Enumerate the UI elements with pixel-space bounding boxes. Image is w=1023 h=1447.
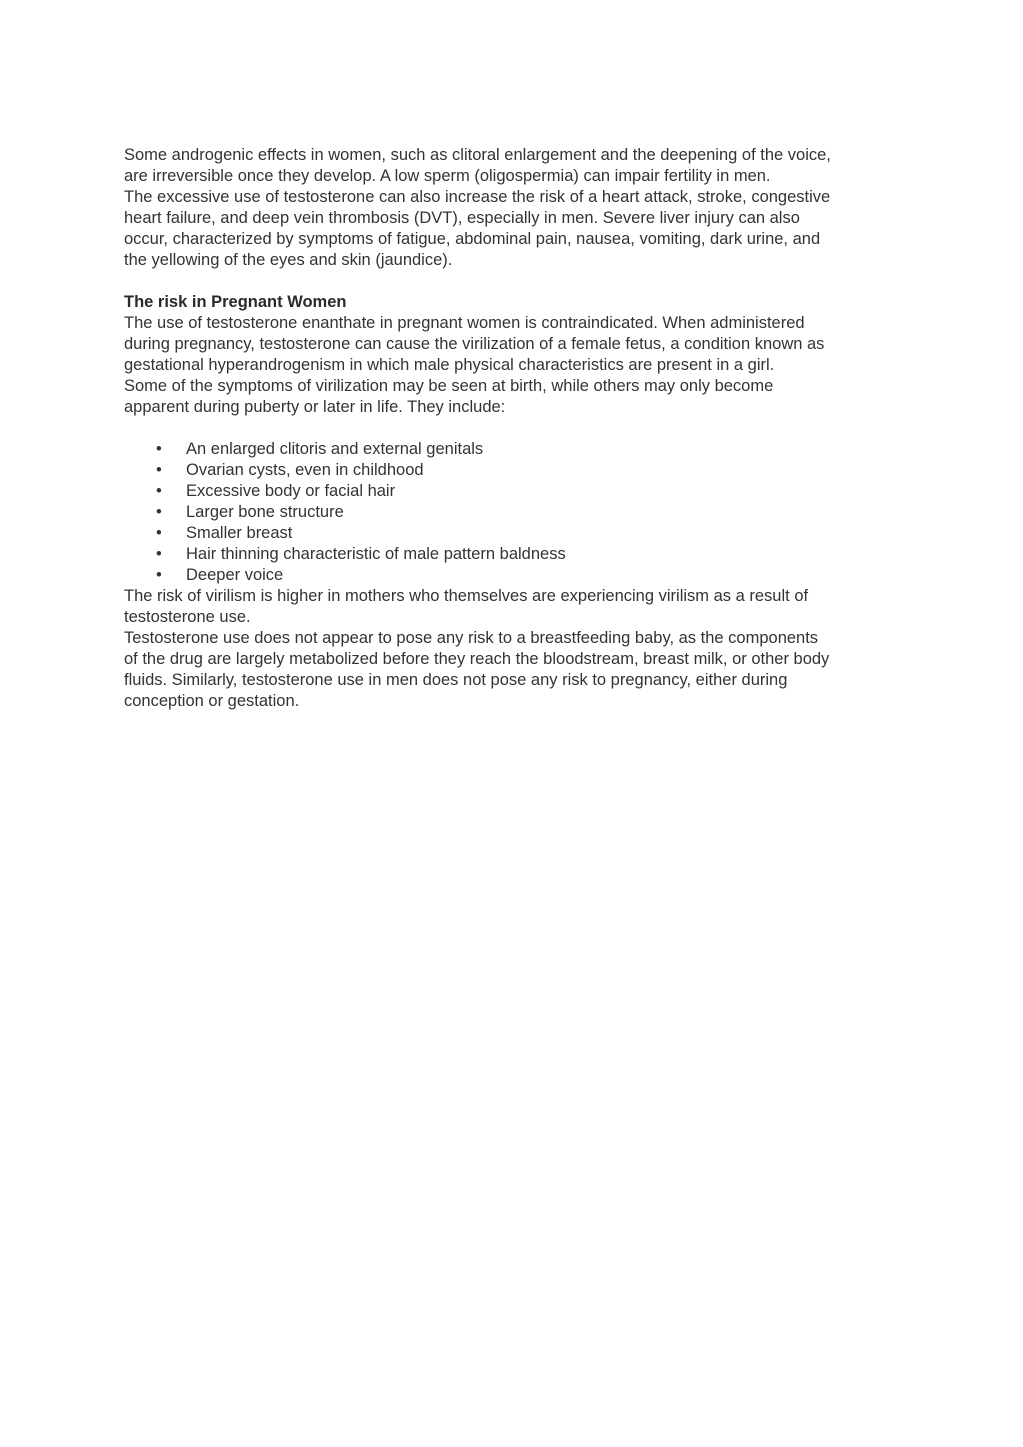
bullet-icon: • <box>156 524 162 542</box>
list-item <box>124 544 914 565</box>
section-heading: The risk in Pregnant Women <box>124 293 347 311</box>
list-item <box>124 481 914 502</box>
list-item <box>124 502 914 523</box>
bullet-icon: • <box>156 566 162 584</box>
list-item-text: Ovarian cysts, even in childhood <box>186 461 424 479</box>
bullet-icon: • <box>156 503 162 521</box>
intro-paragraph: Some androgenic effects in women, such as clitoral enlargement and the deepening of the voice, are irreversible once they develop. A low sperm (oligospermia) can impair fertility in men. The excessive use of testosterone can also increase the risk of a heart attack, stroke, congestive heart failure, and deep vein thrombosis (DVT), especially in men. Severe liver injury can also occur, characterized by symptoms of fatigue, abdominal pain, nausea, vomiting, dark urine, and the yellowing of the eyes and skin (jaundice). <box>124 146 831 269</box>
list-item <box>124 565 914 586</box>
list-item-text: Deeper voice <box>186 566 284 584</box>
list-item-text: Larger bone structure <box>186 503 344 521</box>
paragraph-spacer <box>124 271 914 292</box>
document-page <box>124 145 914 712</box>
bullet-icon: • <box>156 482 162 500</box>
list-item <box>124 523 914 544</box>
symptom-list <box>124 439 914 586</box>
section-paragraph: The use of testosterone enanthate in pregnant women is contraindicated. When administered during pregnancy, testosterone can cause the virilization of a female fetus, a condition known as gestational hyperandrogenism in which male physical characteristics are present in a girl. Some of the symptoms of virilization may be seen at birth, while others may only become apparent during puberty or later in life. They include: <box>124 314 825 416</box>
bullet-icon: • <box>156 440 162 458</box>
list-item-text: An enlarged clitoris and external genitals <box>186 440 484 458</box>
closing-paragraph: The risk of virilism is higher in mothers who themselves are experiencing virilism as a result of testosterone use. Testosterone use does not appear to pose any risk to a breastfeeding baby, as the components of the drug are largely metabolized before they reach the bloodstream, breast milk, or other body fluids. Similarly, testosterone use in men does not pose any risk to pregnancy, either during conception or gestation. <box>124 587 830 710</box>
list-spacer <box>124 418 914 439</box>
list-item-text: Excessive body or facial hair <box>186 482 396 500</box>
list-item-text: Smaller breast <box>186 524 293 542</box>
bullet-icon: • <box>156 461 162 479</box>
list-item <box>124 460 914 481</box>
list-item-text: Hair thinning characteristic of male pattern baldness <box>186 545 566 563</box>
list-item <box>124 439 914 460</box>
bullet-icon: • <box>156 545 162 563</box>
